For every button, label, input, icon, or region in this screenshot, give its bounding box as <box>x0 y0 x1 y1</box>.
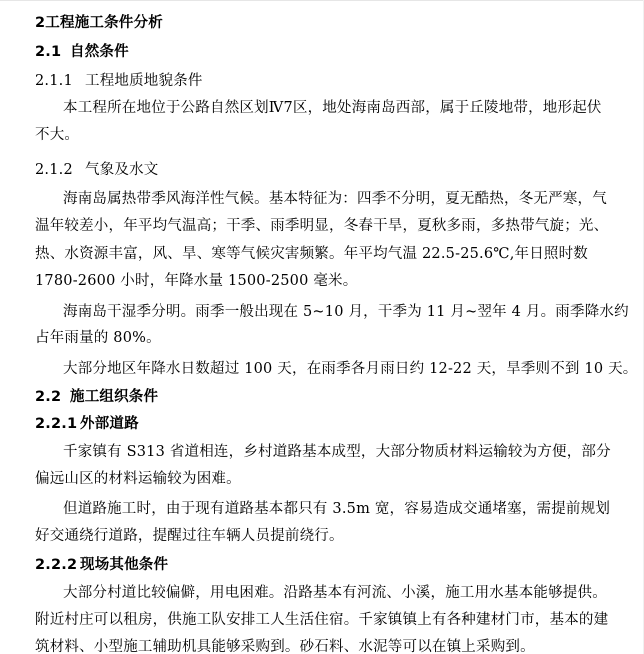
section-heading-2-2-2 <box>35 555 168 575</box>
paragraph-line: 千家镇有 S313 省道相连，乡村道路基本成型，大部分物质材料运输较为方便，部分 <box>63 444 611 460</box>
paragraph-line: 筑材料、小型施工辅助机具能够采购到。砂石料、水泥等可以在镇上采购到。 <box>35 639 535 654</box>
paragraph-line: 好交通绕行道路，提醒过往车辆人员提前绕行。 <box>35 528 344 544</box>
heading-number: 2.2 <box>35 389 62 405</box>
heading-title: 工程地质地貌条件 <box>85 73 203 89</box>
paragraph-line: 不大。 <box>35 127 80 143</box>
section-heading-2-1-2 <box>35 160 159 180</box>
paragraph-line: 附近村庄可以租房，供施工队安排工人生活住宿。千家镇镇上有各种建材门市，基本的建 <box>35 612 609 628</box>
paragraph-line: 本工程所在地位于公路自然区划Ⅳ7区，地处海南岛西部，属于丘陵地带，地形起伏 <box>63 100 602 116</box>
heading-number: 2.2.2 <box>35 557 78 573</box>
heading-number: 2.1.1 <box>35 73 73 89</box>
section-heading-2-text: 2工程施工条件分析 <box>35 15 163 31</box>
paragraph-line: 大部分地区年降水日数超过 100 天，在雨季各月雨日约 12-22 天，旱季则不到 10 天。 <box>63 361 638 377</box>
heading-title: 现场其他条件 <box>80 557 169 573</box>
section-heading-2 <box>35 13 163 33</box>
heading-title: 外部道路 <box>80 416 139 432</box>
paragraph-line: 海南岛干湿季分明。雨季一般出现在 5~10 月，干季为 11 月~翌年 4 月。雨季降水约 <box>63 304 629 320</box>
section-heading-2-2 <box>35 387 158 407</box>
heading-title: 自然条件 <box>70 44 129 60</box>
heading-number: 2.1.2 <box>35 162 73 178</box>
paragraph-line: 1780-2600 小时，年降水量 1500-2500 毫米。 <box>35 273 358 289</box>
top-border <box>0 0 644 1</box>
section-heading-2-1-1 <box>35 71 203 91</box>
heading-title: 施工组织条件 <box>70 389 159 405</box>
section-heading-2-2-1 <box>35 414 139 434</box>
paragraph-line: 但道路施工时，由于现有道路基本都只有 3.5m 宽，容易造成交通堵塞，需提前规划 <box>63 501 611 517</box>
paragraph-line: 海南岛属热带季风海洋性气候。基本特征为：四季不分明，夏无酷热，冬无严寒，气 <box>63 191 607 207</box>
paragraph-line: 大部分村道比较偏僻，用电困难。沿路基本有河流、小溪，施工用水基本能够提供。 <box>63 585 607 601</box>
paragraph-line: 占年雨量的 80%。 <box>35 330 161 346</box>
paragraph-line: 温年较差小，年平均气温高；干季、雨季明显，冬春干旱，夏秋多雨，多热带气旋；光、 <box>35 218 609 234</box>
section-heading-2-1 <box>35 42 129 62</box>
heading-title: 气象及水文 <box>85 162 159 178</box>
heading-number: 2.1 <box>35 44 62 60</box>
paragraph-line: 偏远山区的材料运输较为困难。 <box>35 471 241 487</box>
paragraph-line: 热、水资源丰富，风、旱、寒等气候灾害频繁。年平均气温 22.5-25.6℃,年日照时数 <box>35 246 589 262</box>
heading-number: 2.2.1 <box>35 416 78 432</box>
